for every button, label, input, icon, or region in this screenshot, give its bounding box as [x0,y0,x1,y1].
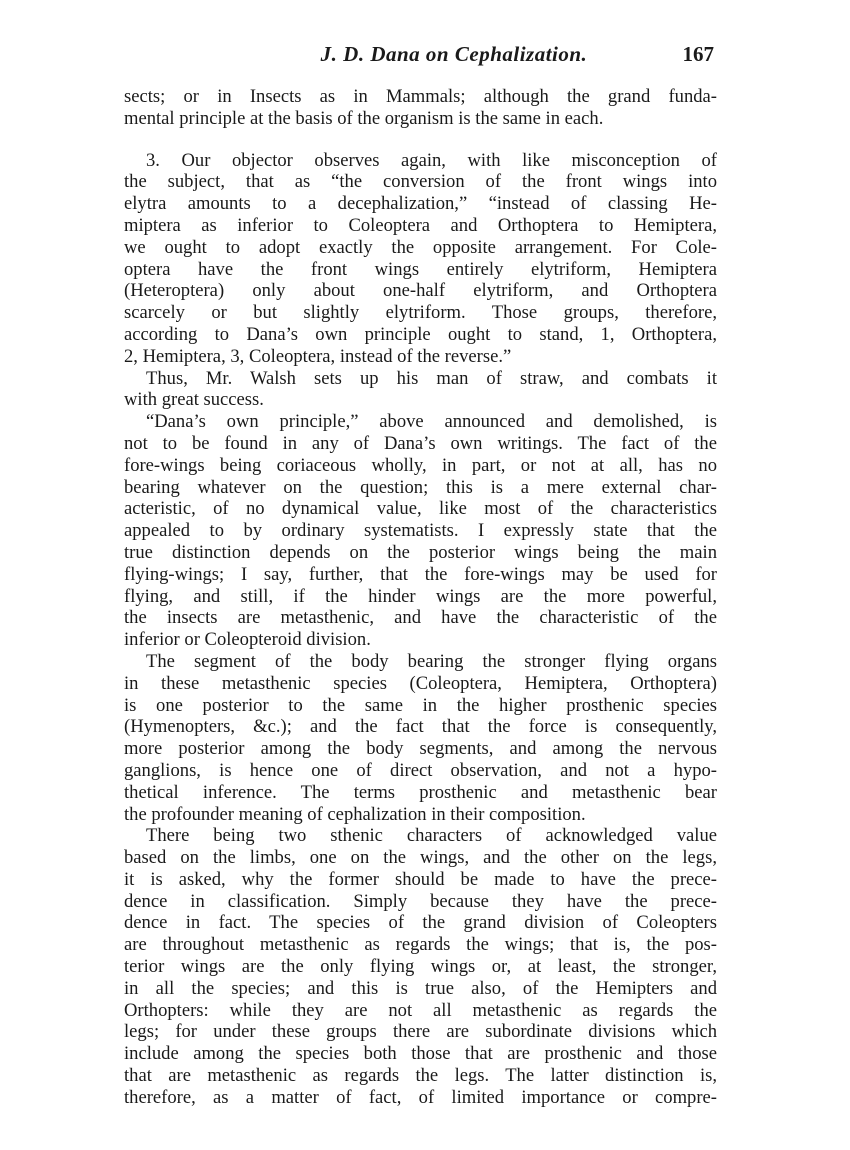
text-line: 3. Our objector observes again, with like misconception of [146,149,717,171]
text-line: fore-wings being coriaceous wholly, in part, or not at all, has no [124,454,717,476]
text-line: (Hymenopters, &c.); and the fact that the force is consequently, [124,716,717,738]
page-number: 167 [682,42,714,66]
text-line: (Heteroptera) only about one-half elytriform, and Orthoptera [124,280,717,302]
text-line: appealed to by ordinary systematists. I expressly state that the [124,520,717,542]
text-line: according to Dana’s own principle ought to stand, 1, Orthoptera, [124,323,717,345]
text-line: mental principle at the basis of the organism is the same in each. [124,107,604,129]
paragraph-walsh [124,368,717,412]
text-line: true distinction depends on the posterior wings being the main [124,541,717,563]
body-text [124,86,717,1109]
text-line: legs; for under these groups there are subordinate divisions which [124,1021,717,1043]
paragraph-objection [124,150,717,368]
text-line: the subject, that as “the conversion of the front wings into [124,171,717,193]
text-line: dence in fact. The species of the grand division of Coleopters [124,912,717,934]
paragraph-segment [124,651,717,825]
running-head [124,42,714,72]
text-line: the profounder meaning of cephalization in their composition. [124,803,586,825]
paragraph-sthenic [124,825,717,1108]
text-line: in these metasthenic species (Coleoptera, Hemiptera, Orthoptera) [124,672,717,694]
text-line: is one posterior to the same in the higher prosthenic species [124,694,717,716]
text-line: “Dana’s own principle,” above announced and demolished, is [146,411,717,433]
text-line: dence in classification. Simply because they have the prece- [124,890,717,912]
text-line: include among the species both those that are prosthenic and those [124,1043,717,1065]
text-line: are throughout metasthenic as regards the wings; that is, the pos- [124,934,717,956]
text-line: Thus, Mr. Walsh sets up his man of straw, and combats it [146,367,717,389]
text-line: bearing whatever on the question; this is a mere external char- [124,476,717,498]
text-line: inferior or Coleopteroid division. [124,629,371,651]
text-line: There being two sthenic characters of acknowledged value [146,825,717,847]
text-line: it is asked, why the former should be made to have the prece- [124,868,717,890]
text-line: The segment of the body bearing the stronger flying organs [146,650,717,672]
text-line: flying-wings; I say, further, that the fore-wings may be used for [124,563,717,585]
text-line: terior wings are the only flying wings or, at least, the stronger, [124,956,717,978]
text-line: the insects are metasthenic, and have the characteristic of the [124,607,717,629]
text-line: optera have the front wings entirely elytriform, Hemiptera [124,258,717,280]
text-line: scarcely or but slightly elytriform. Those groups, therefore, [124,302,717,324]
text-line: therefore, as a matter of fact, of limited importance or compre- [124,1086,717,1108]
text-line: miptera as inferior to Coleoptera and Orthoptera to Hemiptera, [124,214,717,236]
text-line: Orthopters: while they are not all metasthenic as regards the [124,999,717,1021]
text-line: 2, Hemiptera, 3, Coleoptera, instead of the reverse.” [124,345,512,367]
text-line: we ought to adopt exactly the opposite arrangement. For Cole- [124,236,717,258]
text-line: elytra amounts to a decephalization,” “instead of classing He- [124,193,717,215]
running-title: J. D. Dana on Cephalization. [320,42,588,66]
text-line: sects; or in Insects as in Mammals; although the grand funda- [124,86,717,107]
text-line: more posterior among the body segments, and among the nervous [124,738,717,760]
paragraph-continuation [124,86,717,130]
text-line: with great success. [124,389,264,411]
text-line: ganglions, is hence one of direct observation, and not a hypo- [124,759,717,781]
text-line: flying, and still, if the hinder wings are the more powerful, [124,585,717,607]
text-line: acteristic, of no dynamical value, like most of the characteristics [124,498,717,520]
paragraph-principle [124,411,717,651]
text-line: based on the limbs, one on the wings, and the other on the legs, [124,847,717,869]
text-line: in all the species; and this is true also, of the Hemipters and [124,977,717,999]
text-line: that are metasthenic as regards the legs. The latter distinction is, [124,1065,717,1087]
text-line: not to be found in any of Dana’s own writings. The fact of the [124,432,717,454]
text-line: thetical inference. The terms prosthenic and metasthenic bear [124,781,717,803]
